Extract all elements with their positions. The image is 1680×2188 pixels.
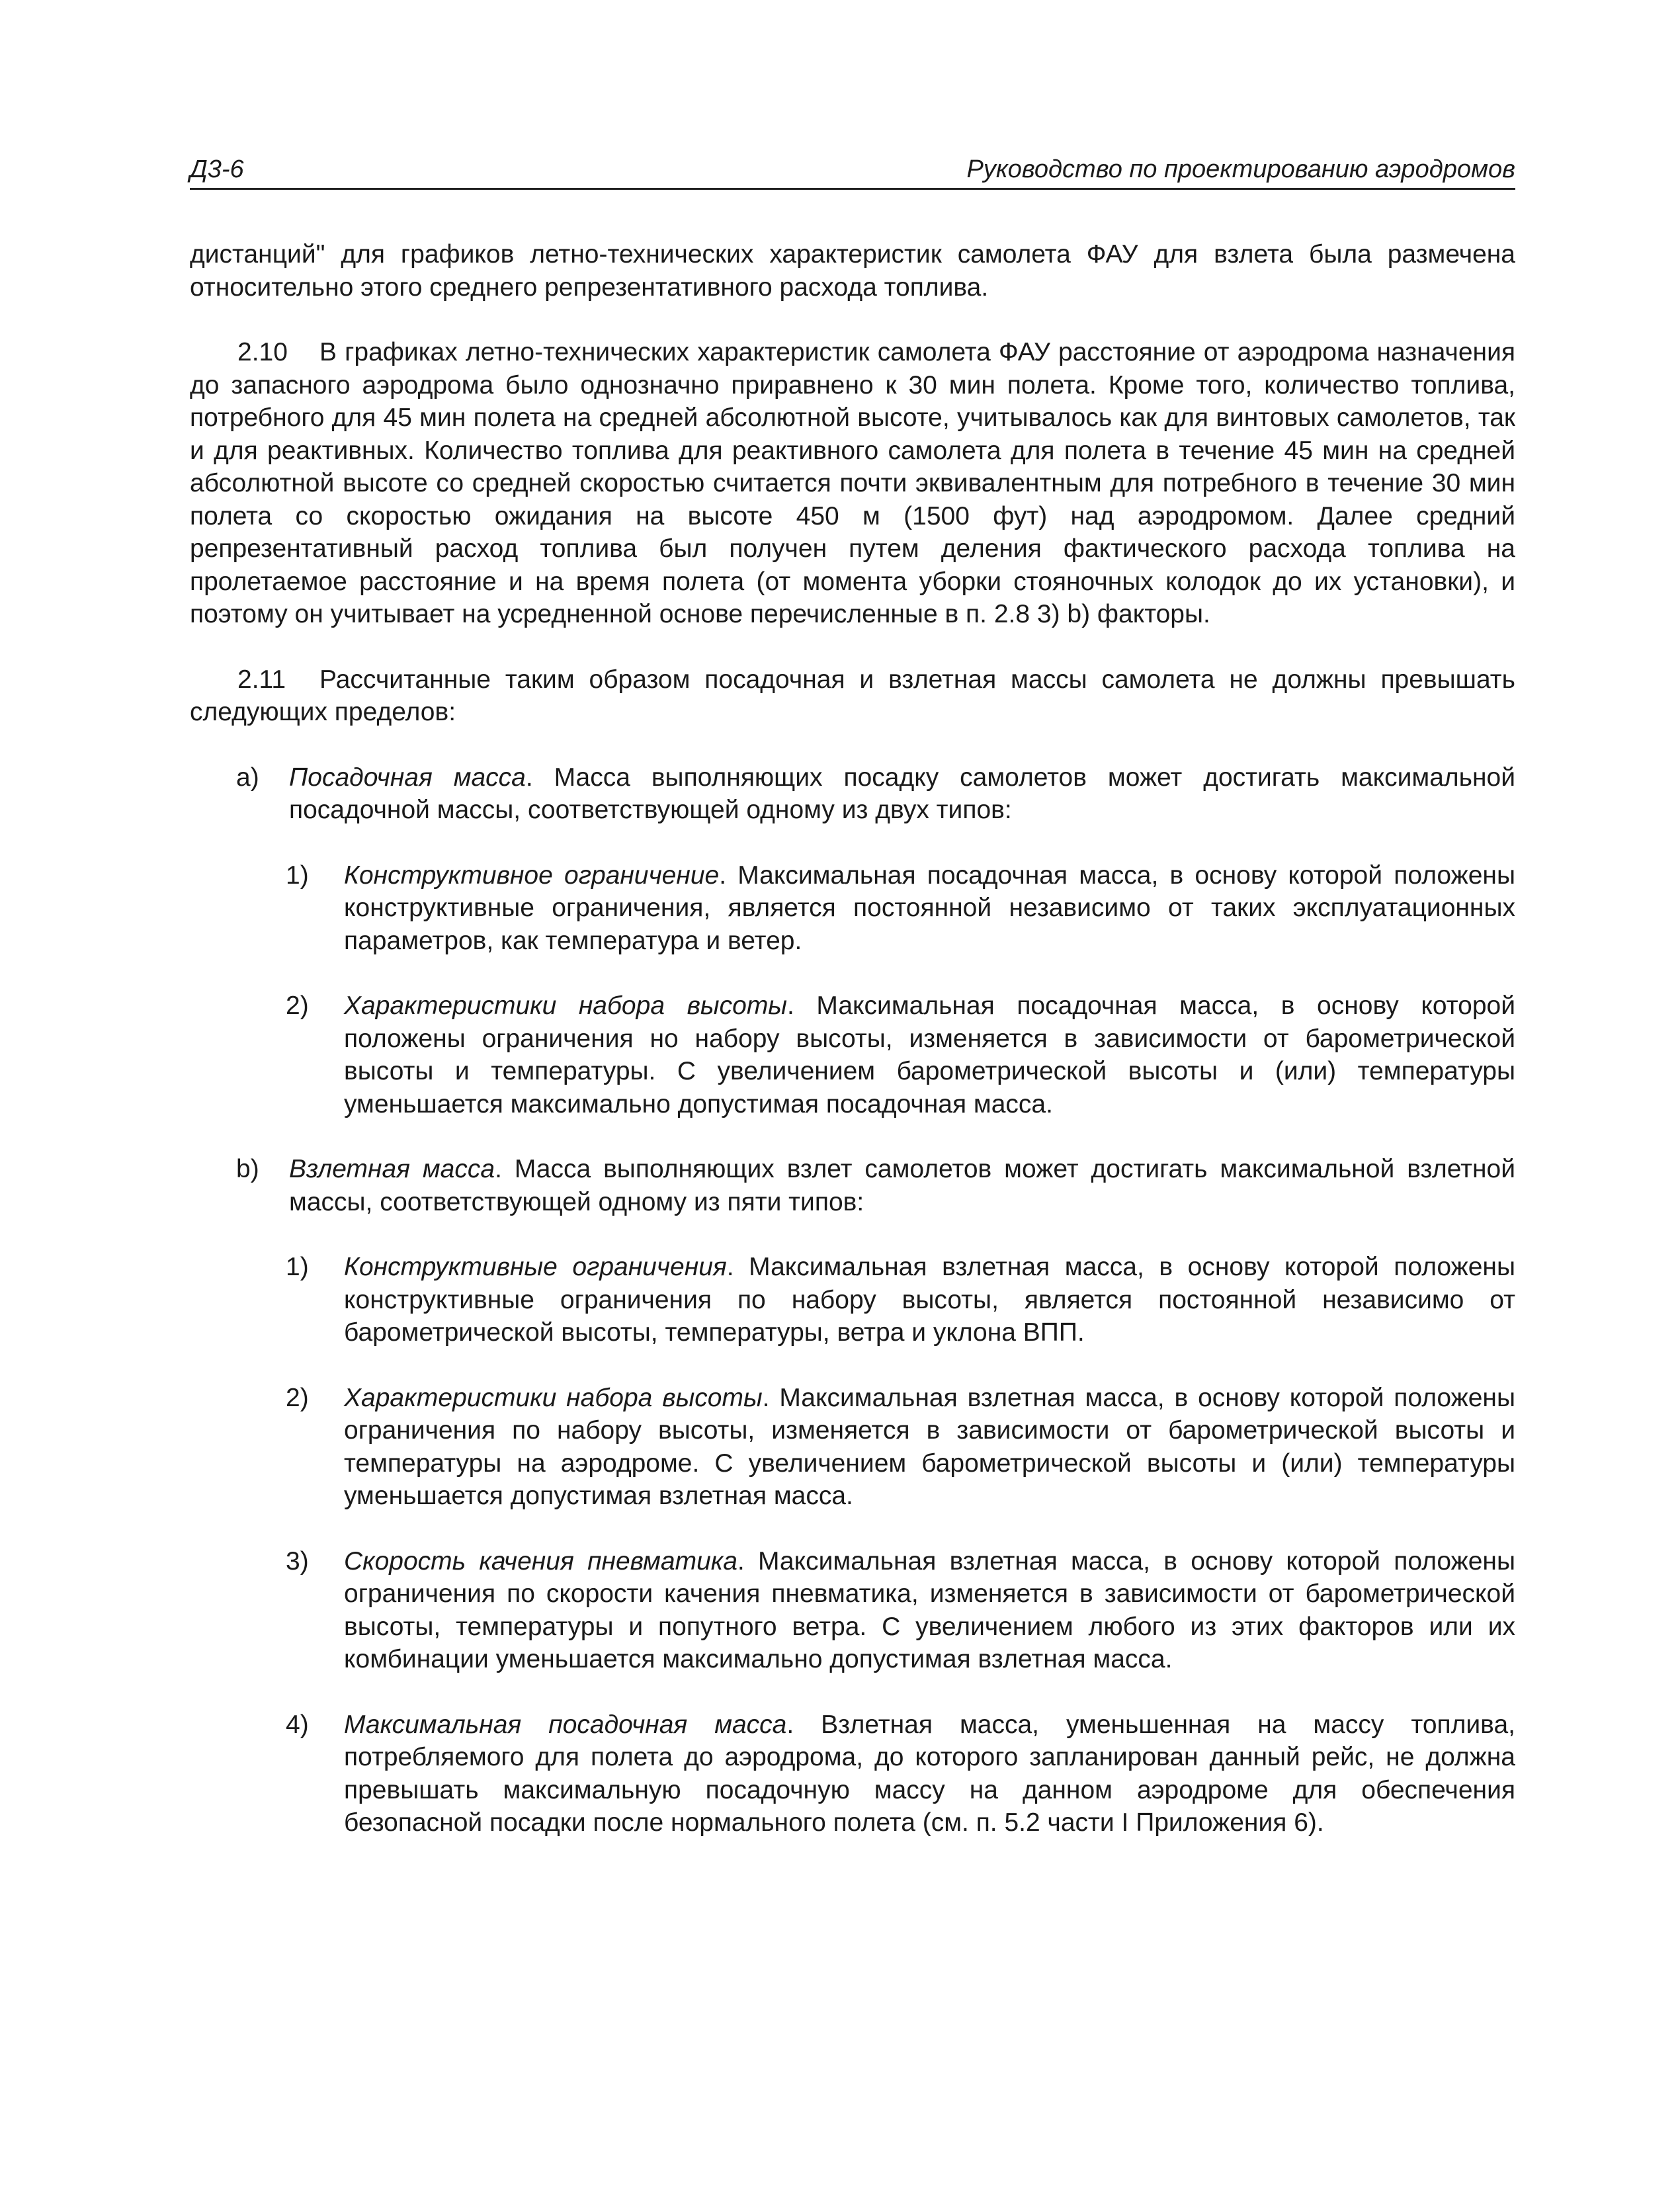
page-number: Д3-6 (190, 155, 244, 183)
list-item-text (289, 1153, 1515, 1218)
item-body: . Максимальная взлетная масса, в основу которой положены ограничения по набору высоты, изменяется в зависимости от барометрической высоты и температуры на аэродроме. С увеличением барометрической высоты и (или) температуры уменьшается допустимая взлетная масса. (344, 1383, 1515, 1510)
item-body: . Масса выполняющих взлет самолетов может достигать максимальной взлетной массы, соответствующей одному из пяти типов: (289, 1155, 1515, 1216)
section-number: 2.10 (237, 338, 288, 366)
list-marker: 1) (286, 861, 309, 890)
list-item (190, 989, 1515, 1120)
page-header (190, 153, 1515, 190)
list-item-text (344, 1251, 1515, 1349)
list-item (190, 859, 1515, 958)
item-body: . Взлетная масса, уменьшенная на массу топлива, потребляемого для полета до аэродрома, до которого запланирован данный рейс, не должна превышать максимальную посадочную массу на данном аэродроме для обеспечения безопасной посадки после нормального полета (см. п. 5.2 части I Приложения 6). (344, 1710, 1515, 1837)
item-title: Посадочная масса (289, 763, 526, 792)
list-marker: 2) (286, 991, 309, 1020)
paragraph-2-10 (190, 336, 1515, 631)
list-item-text (344, 989, 1515, 1120)
list-marker: a) (236, 763, 259, 792)
item-body: . Максимальная посадочная масса, в основу которой положены конструктивные ограничения, является постоянной независимо от таких эксплуатационных параметров, как температура и ветер. (344, 861, 1515, 955)
list-marker: 3) (286, 1546, 309, 1576)
paragraph-text: Рассчитанные таким образом посадочная и взлетная массы самолета не должны превышать следующих пределов: (190, 665, 1515, 726)
item-title: Конструктивное ограничение (344, 861, 720, 890)
list-item-text (344, 1708, 1515, 1839)
item-title: Скорость качения пневматика (344, 1546, 737, 1576)
list-item-text (344, 1382, 1515, 1513)
item-body: . Масса выполняющих посадку самолетов может достигать максимальной посадочной массы, соответствующей одному из двух типов: (289, 763, 1515, 824)
item-title: Конструктивные ограничения (344, 1253, 727, 1281)
document-title: Руководство по проектированию аэродромов (966, 155, 1515, 183)
list-item-b (190, 1153, 1515, 1218)
item-title: Характеристики набора высоты (344, 1383, 763, 1412)
list-item-text (344, 1545, 1515, 1676)
item-body: . Максимальная взлетная масса, в основу которой положены конструктивные ограничения по набору высоты, является постоянной независимо от барометрической высоты, температуры, ветра и уклона ВПП. (344, 1253, 1516, 1347)
list-marker: 1) (286, 1253, 309, 1281)
item-title: Максимальная посадочная масса (344, 1710, 787, 1739)
list-item-text (289, 761, 1515, 827)
item-body: . Максимальная взлетная масса, в основу которой положены ограничения по скорости качения пневматика, изменяется в зависимости от барометрической высоты, температуры и попутного ветра. С увеличением любого из этих факторов или их комбинации уменьшается максимально допустимая взлетная масса. (344, 1546, 1515, 1673)
list-item (190, 1545, 1515, 1676)
list-item (190, 1382, 1515, 1513)
section-number: 2.11 (237, 665, 286, 694)
intro-paragraph: дистанций" для графиков летно-технических характеристик самолета ФАУ для взлета была размечена относительно этого среднего репрезентативного расхода топлива. (190, 240, 1515, 302)
list-marker: b) (236, 1155, 259, 1183)
list-marker: 2) (286, 1383, 309, 1412)
list-item-a (190, 761, 1515, 827)
list-item (190, 1251, 1515, 1349)
item-body: . Максимальная посадочная масса, в основу которой положены ограничения но набору высоты, изменяется в зависимости от барометрической высоты и температуры. С увеличением барометрической высоты и (или) температуры уменьшается максимально допустимая посадочная масса. (344, 991, 1515, 1118)
list-item-text (344, 859, 1515, 958)
item-title: Взлетная масса (289, 1155, 495, 1183)
paragraph-2-11 (190, 663, 1515, 729)
page-body (190, 238, 1515, 1872)
list-marker: 4) (286, 1710, 309, 1739)
item-title: Характеристики набора высоты (344, 991, 788, 1020)
paragraph-text: В графиках летно-технических характеристик самолета ФАУ расстояние от аэродрома назначения до запасного аэродрома было однозначно приравнено к 30 мин полета. Кроме того, количество топлива, потребного для 45 мин полета на средней абсолютной высоте, учитывалось как для винтовых самолетов, так и для реактивных. Количество топлива для реактивного самолета для полета в течение 45 мин на средней абсолютной высоте со средней скоростью считается почти эквивалентным для потребного в течение 30 мин полета со скоростью ожидания на высоте 450 м (1500 фут) над аэродромом. Далее средний репрезентативный расход топлива был получен путем деления фактического расхода топлива на пролетаемое расстояние и на время полета (от момента уборки стояночных колодок до их установки), и поэтому он учитывает на усредненной основе перечисленные в п. 2.8 3) b) факторы. (190, 338, 1515, 628)
list-item (190, 1708, 1515, 1839)
